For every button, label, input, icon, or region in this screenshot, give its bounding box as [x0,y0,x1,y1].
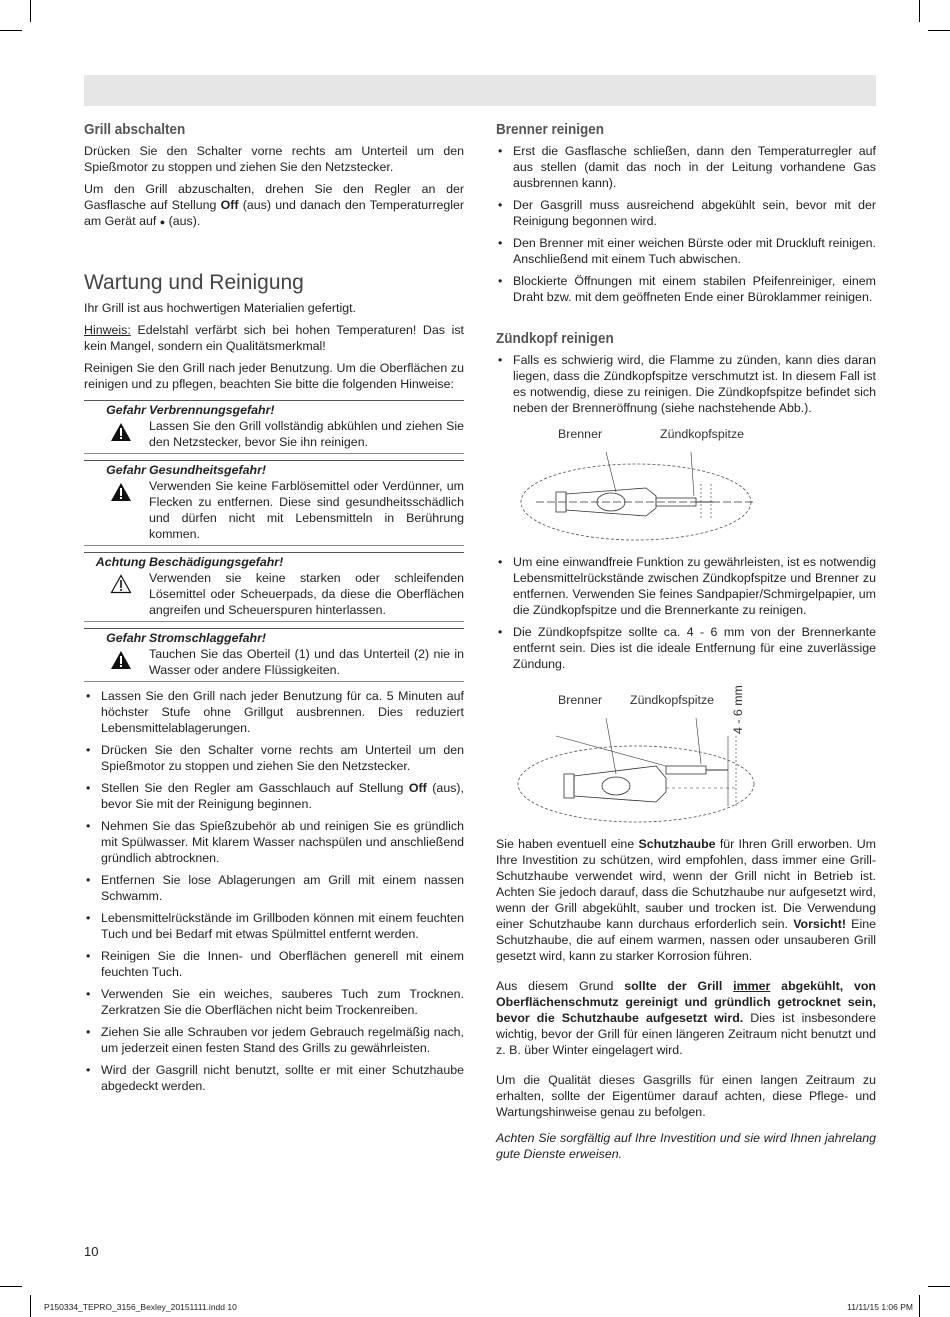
list-item: • Ziehen Sie alle Schrauben vor jedem Gebrauch regelmäßig nach, um jederzeit einen festen Stand des Grills zu gewährleisten. [84,1024,464,1056]
header-bar [84,75,876,106]
maintenance-intro: Ihr Grill ist aus hochwertigen Materialien gefertigt. [84,301,357,315]
list-item: • Drücken Sie den Schalter vorne rechts am Unterteil um den Spießmotor zu stoppen und ziehen Sie den Netzstecker. [84,742,464,774]
warning-kind: Gefahr [106,463,146,477]
warning-burn [84,400,464,454]
list-item: • Der Gasgrill muss ausreichend abgekühlt sein, bevor mit der Reinigung begonnen wird. [496,197,876,229]
igniter-list [496,352,876,416]
burner-figure-2 [496,678,876,826]
igniter-list-2 [496,554,876,672]
footer-file: P150334_TEPRO_3156_Bexley_20151111.indd 10 [44,1302,237,1312]
maintenance-instructions: Reinigen Sie den Grill nach jeder Benutzung. Um die Oberflächen zu reinigen und zu pflegen, beachten Sie bitte die folgenden Hinweise: [84,361,464,391]
warning-title: Beschädigungsgefahr! [149,555,284,569]
warning-body: Verwenden sie keine starken oder schleifenden Lösemittel oder Scheuerpads, da diese die Oberflächen angreifen und Scheuerspuren hinterlassen. [149,571,464,617]
crop-mark [0,1286,22,1287]
list-item: • Wird der Gasgrill nicht benutzt, sollte er mit einer Schutzhaube abgedeckt werden. [84,1062,464,1094]
burner-figure-1 [496,422,876,544]
list-item: • Lebensmittelrückstände im Grillboden können mit einem feuchten Tuch und bei Bedarf mit etwas Spülmittel entfernt werden. [84,910,464,942]
crop-mark [919,1295,920,1317]
warning-body: Lassen Sie den Grill vollständig abkühlen und ziehen Sie den Netzstecker, bevor Sie ihn reinigen. [149,419,464,449]
list-item: • Die Zündkopfspitze sollte ca. 4 - 6 mm von der Brennerkante entfernt sein. Dies ist die ideale Entfernung für eine zuverlässige Zündung. [496,624,876,672]
warning-kind: Gefahr [106,631,146,645]
maintenance-hint: Hinweis: Edelstahl verfärbt sich bei hohen Temperaturen! Das ist kein Mangel, sondern ein Qualitätsmerkmal! [84,323,464,353]
footer-date: 11/11/15 1:06 PM [847,1302,913,1312]
figure-label-burner: Brenner [558,427,603,441]
burner-heading: Brenner reinigen [496,121,605,138]
figure-label-igniter-tip: Zündkopfspitze [660,427,745,441]
left-column [84,120,464,1100]
list-item: • Nehmen Sie das Spießzubehör ab und reinigen Sie es gründlich mit Spülwasser. Mit klarem Wasser nachspülen und anschließend gründlich abtrocknen. [84,818,464,866]
cover-paragraph-1: Sie haben eventuell eine Schutzhaube für Ihren Grill erworben. Um Ihre Investition zu schützen, wird empfohlen, dass immer eine Grill-Schutzhaube verwendet wird, wenn der Grill nicht in Betrieb ist. Achten Sie jedoch darauf, dass die Schutzhaube nur aufgesetzt wird, wenn der Grill abgekühlt, sauber und trocken ist. Die Verwendung einer Schutzhaube kann durchaus erforderlich sein. Vorsicht! Eine Schutzhaube, die auf einem warmen, nassen oder unsauberen Grill gesetzt wird, kann zu starker Korrosion führen. [496,837,876,963]
warning-title: Verbrennungsgefahr! [149,403,275,417]
list-item: • Den Brenner mit einer weichen Bürste oder mit Druckluft reinigen. Anschließend mit einem Tuch abwischen. [496,235,876,267]
list-item: • Lassen Sie den Grill nach jeder Benutzung für ca. 5 Minuten auf höchster Stufe ohne Grillgut ausbrennen. Dies reduziert Lebensmittelablagerungen. [84,688,464,736]
cover-paragraph-3: Um die Qualität dieses Gasgrills für einen langen Zeitraum zu erhalten, sollte der Eigentümer darauf achten, diese Pflege- und Wartungshinweise genau zu befolgen. [496,1073,876,1119]
crop-mark [30,1295,31,1317]
warning-filled-icon [110,422,132,442]
warning-filled-icon [110,650,132,670]
burner-drawing [496,444,876,544]
crop-mark [919,0,920,22]
figure-label-igniter-tip: Zündkopfspitze [630,693,715,707]
figure-label-burner: Brenner [558,693,603,707]
page-number: 10 [84,1244,99,1259]
igniter-heading: Zündkopf reinigen [496,330,614,347]
warning-body: Verwenden Sie keine Farblösemittel oder Verdünner, um Flecken zu entfernen. Diese sind gesundheitsschädlich und dürfen nicht mit Lebensmitteln in Berührung kommen. [149,479,464,541]
list-item: • Falls es schwierig wird, die Flamme zu zünden, kann dies daran liegen, dass die Zündkopfspitze verschmutzt ist. In diesem Fall ist es notwendig, diese zu reinigen. Die Zündkopfspitze befindet sich neben der Brenneröffnung (siehe nachstehende Abb.). [496,352,876,416]
warning-health [84,460,464,546]
warning-kind: Achtung [95,555,146,569]
off-dot-icon: ● [159,217,166,227]
burner-list [496,143,876,305]
cleaning-list [84,688,464,1094]
crop-mark [0,30,22,31]
list-item: • Erst die Gasflasche schließen, dann den Temperaturregler auf aus stellen (damit das noch in der Leitung vorhandene Gas ausbrennen kann). [496,143,876,191]
list-item: • Reinigen Sie die Innen- und Oberflächen generell mit einem feuchten Tuch. [84,948,464,980]
list-item: • Um eine einwandfreie Funktion zu gewährleisten, ist es notwendig Lebensmittelrückstände zwischen Zündkopfspitze und Brenner zu entfernen. Verwenden Sie feines Sandpapier/Schmirgelpapier, um die Zündkopfspitze und die Brennerkante zu reinigen. [496,554,876,618]
list-item: • Stellen Sie den Regler am Gasschlauch auf Stellung Off (aus), bevor Sie mit der Reinigung beginnen. [84,780,464,812]
warning-electric [84,628,464,682]
figure-label-gap: 4 - 6 mm [731,685,745,734]
grill-off-paragraph-1: Drücken Sie den Schalter vorne rechts am Unterteil um den Spießmotor zu stoppen und ziehen Sie den Netzstecker. [84,144,464,174]
right-column [496,120,876,1168]
warning-title: Gesundheitsgefahr! [149,463,267,477]
crop-mark [928,30,950,31]
warning-kind: Gefahr [106,403,146,417]
list-item: • Entfernen Sie lose Ablagerungen am Grill mit einem nassen Schwamm. [84,872,464,904]
warning-title: Stromschlaggefahr! [149,631,267,645]
crop-mark [30,0,31,22]
maintenance-heading: Wartung und Reinigung [84,271,304,294]
list-item: • Verwenden Sie ein weiches, sauberes Tuch zum Trocknen. Zerkratzen Sie die Oberflächen nicht beim Trockenreiben. [84,986,464,1018]
cover-paragraph-2: Aus diesem Grund sollte der Grill immer abgekühlt, von Oberflächenschmutz gereinigt und gründlich getrocknet sein, bevor die Schutzhaube aufgesetzt wird. Dies ist insbesondere wichtig, bevor der Grill für einen längeren Zeitraum nicht benutzt und z. B. über Winter eingelagert wird. [496,979,876,1057]
warning-damage [84,552,464,622]
cover-paragraph-4: Achten Sie sorgfältig auf Ihre Investition und sie wird Ihnen jahrelang gute Dienste erweisen. [496,1131,876,1161]
grill-off-heading: Grill abschalten [84,121,186,138]
burner-gap-drawing [496,696,876,826]
warning-body: Tauchen Sie das Oberteil (1) und das Unterteil (2) nie in Wasser oder andere Flüssigkeiten. [149,647,464,677]
warning-outline-icon [110,574,132,594]
grill-off-paragraph-2: Um den Grill abzuschalten, drehen Sie den Regler an der Gasflasche auf Stellung Off (aus) und danach den Temperaturregler am Gerät auf ● (aus). [84,182,464,228]
crop-mark [928,1286,950,1287]
warning-filled-icon [110,482,132,502]
list-item: • Blockierte Öffnungen mit einem stabilen Pfeifenreiniger, einem Draht bzw. mit dem geöffneten Ende einer Büroklammer reinigen. [496,273,876,305]
